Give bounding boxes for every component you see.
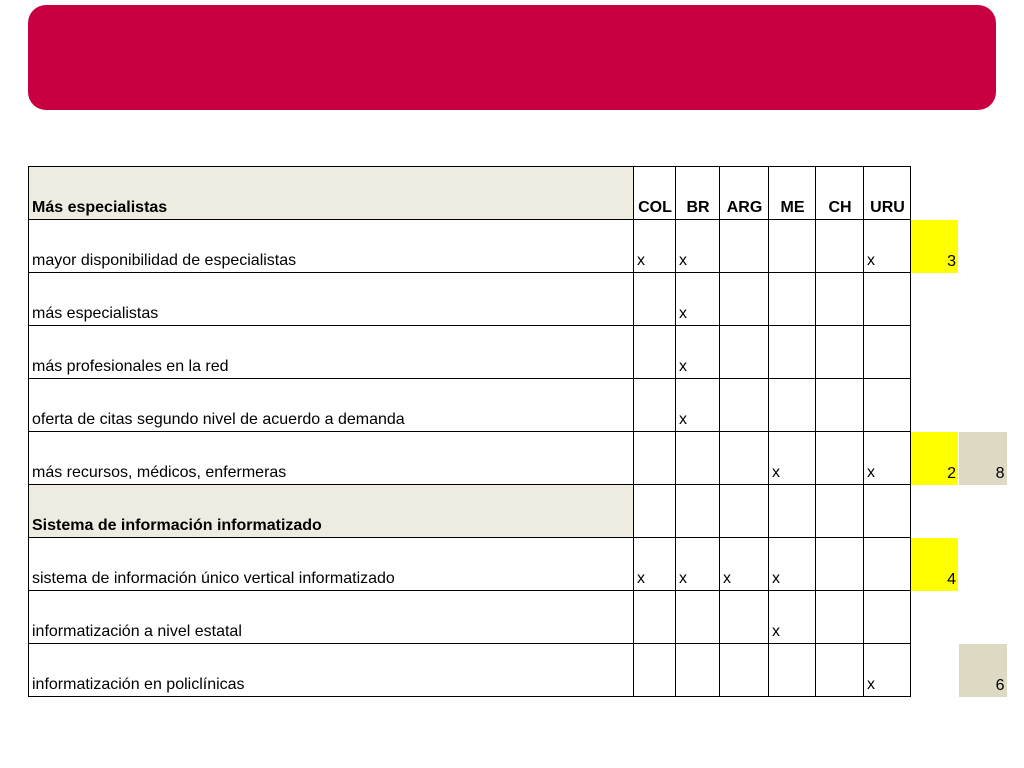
row-label: oferta de citas segundo nivel de acuerdo a demanda — [29, 379, 634, 432]
table-row — [29, 379, 1007, 432]
table-row — [29, 220, 1007, 273]
cell-br — [676, 644, 720, 697]
column-header-ch: CH — [816, 167, 864, 220]
row-count: 3 — [911, 220, 959, 273]
cell-col — [634, 591, 676, 644]
cell-col — [634, 326, 676, 379]
cell-me: x — [769, 538, 816, 591]
cell-col — [634, 432, 676, 485]
cell-uru — [864, 538, 911, 591]
row-label: más profesionales en la red — [29, 326, 634, 379]
cell-col: x — [634, 538, 676, 591]
cell-uru — [864, 591, 911, 644]
cell-arg — [720, 432, 769, 485]
cell-me — [769, 220, 816, 273]
section-total — [959, 273, 1007, 326]
cell-arg — [720, 591, 769, 644]
cell-ch — [816, 220, 864, 273]
cell-uru — [864, 273, 911, 326]
row-count — [911, 591, 959, 644]
row-count — [911, 644, 959, 697]
section-title: Sistema de información informatizado — [29, 485, 634, 538]
cell-uru: x — [864, 432, 911, 485]
cell-me — [769, 273, 816, 326]
column-header-arg: ARG — [720, 167, 769, 220]
section-header-row — [29, 485, 1007, 538]
row-count — [911, 379, 959, 432]
row-label: más recursos, médicos, enfermeras — [29, 432, 634, 485]
cell-col — [634, 644, 676, 697]
cell-ch — [816, 644, 864, 697]
section-total: 8 — [959, 432, 1007, 485]
table-row — [29, 432, 1007, 485]
cell-me — [769, 379, 816, 432]
column-header-uru: URU — [864, 167, 911, 220]
row-label: más especialistas — [29, 273, 634, 326]
column-header-br: BR — [676, 167, 720, 220]
cell-arg: x — [720, 538, 769, 591]
cell-ch — [816, 432, 864, 485]
section-total: 6 — [959, 644, 1007, 697]
row-label: informatización en policlínicas — [29, 644, 634, 697]
section-total — [959, 326, 1007, 379]
cell-br: x — [676, 220, 720, 273]
cell-me — [769, 326, 816, 379]
cell-col — [634, 273, 676, 326]
column-header-col: COL — [634, 167, 676, 220]
cell-arg — [720, 379, 769, 432]
cell-ch — [816, 273, 864, 326]
cell-arg — [720, 273, 769, 326]
cell-uru — [864, 379, 911, 432]
cell-me — [769, 644, 816, 697]
row-label: sistema de información único vertical informatizado — [29, 538, 634, 591]
cell-col — [634, 379, 676, 432]
cell-br — [676, 432, 720, 485]
cell-ch — [816, 379, 864, 432]
cell-uru: x — [864, 644, 911, 697]
section-total — [959, 379, 1007, 432]
cell-col: x — [634, 220, 676, 273]
table-row — [29, 538, 1007, 591]
section-total — [959, 591, 1007, 644]
cell-me: x — [769, 591, 816, 644]
row-count: 2 — [911, 432, 959, 485]
cell-arg — [720, 326, 769, 379]
row-count — [911, 326, 959, 379]
cell-ch — [816, 591, 864, 644]
cell-br — [676, 591, 720, 644]
cell-br: x — [676, 326, 720, 379]
section-total — [959, 538, 1007, 591]
table-row — [29, 644, 1007, 697]
column-header-me: ME — [769, 167, 816, 220]
cell-ch — [816, 538, 864, 591]
comparison-table — [28, 166, 1007, 697]
table-row — [29, 326, 1007, 379]
section-title: Más especialistas — [29, 167, 634, 220]
cell-uru: x — [864, 220, 911, 273]
row-label: mayor disponibilidad de especialistas — [29, 220, 634, 273]
cell-br: x — [676, 273, 720, 326]
section-total — [959, 220, 1007, 273]
cell-me: x — [769, 432, 816, 485]
section-header-row — [29, 167, 1007, 220]
cell-br: x — [676, 379, 720, 432]
table-row — [29, 273, 1007, 326]
cell-br: x — [676, 538, 720, 591]
row-label: informatización a nivel estatal — [29, 591, 634, 644]
cell-arg — [720, 220, 769, 273]
row-count — [911, 273, 959, 326]
header-banner — [28, 5, 996, 110]
cell-ch — [816, 326, 864, 379]
cell-uru — [864, 326, 911, 379]
table-row — [29, 591, 1007, 644]
row-count: 4 — [911, 538, 959, 591]
cell-arg — [720, 644, 769, 697]
